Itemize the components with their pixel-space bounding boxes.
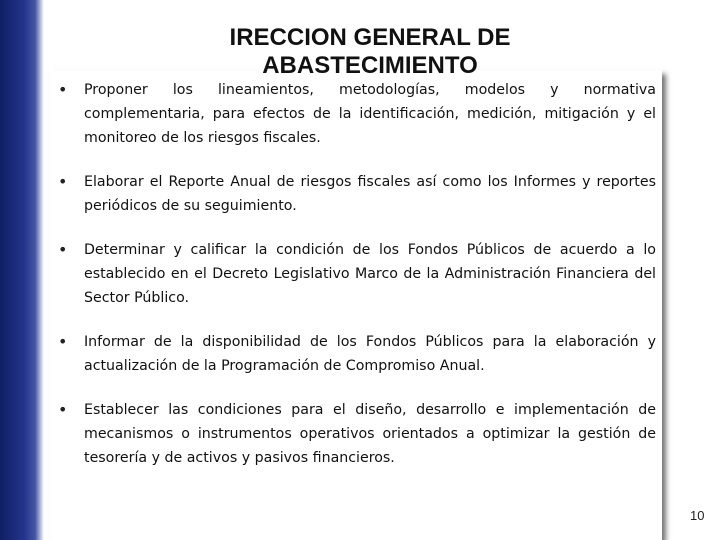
bullet-text: Elaborar el Reporte Anual de riesgos fiscales así como los Informes y reportes periódicos de su seguimiento. xyxy=(84,174,656,214)
bullet-list xyxy=(50,70,662,470)
page-number: 10 xyxy=(690,508,705,523)
bullet-icon: • xyxy=(58,400,68,419)
bullet-icon: • xyxy=(58,172,68,191)
bullet-icon: • xyxy=(58,332,68,351)
content-box xyxy=(50,70,662,540)
bullet-icon: • xyxy=(58,240,68,259)
bullet-item xyxy=(50,78,662,150)
bullet-text: Establecer las condiciones para el diseño, desarrollo e implementación de mecanismos o instrumentos operativos orientados a optimizar la gestión de tesorería y de activos y pasivos financieros. xyxy=(84,402,656,466)
bullet-icon: • xyxy=(58,80,68,99)
bullet-item xyxy=(50,330,662,378)
decorative-side-band xyxy=(0,0,44,540)
bullet-item xyxy=(50,238,662,310)
bullet-item xyxy=(50,398,662,470)
bullet-text: Determinar y calificar la condición de los Fondos Públicos de acuerdo a lo establecido en el Decreto Legislativo Marco de la Administración Financiera del Sector Público. xyxy=(84,242,656,306)
slide-title: IRECCION GENERAL DE ABASTECIMIENTO xyxy=(229,24,511,79)
bullet-item xyxy=(50,170,662,218)
bullet-text: Proponer los lineamientos, metodologías, modelos y normativa complementaria, para efectos de la identificación, medición, mitigación y el monitoreo de los riesgos fiscales. xyxy=(84,82,656,146)
bullet-text: Informar de la disponibilidad de los Fondos Públicos para la elaboración y actualización de la Programación de Compromiso Anual. xyxy=(84,334,656,374)
